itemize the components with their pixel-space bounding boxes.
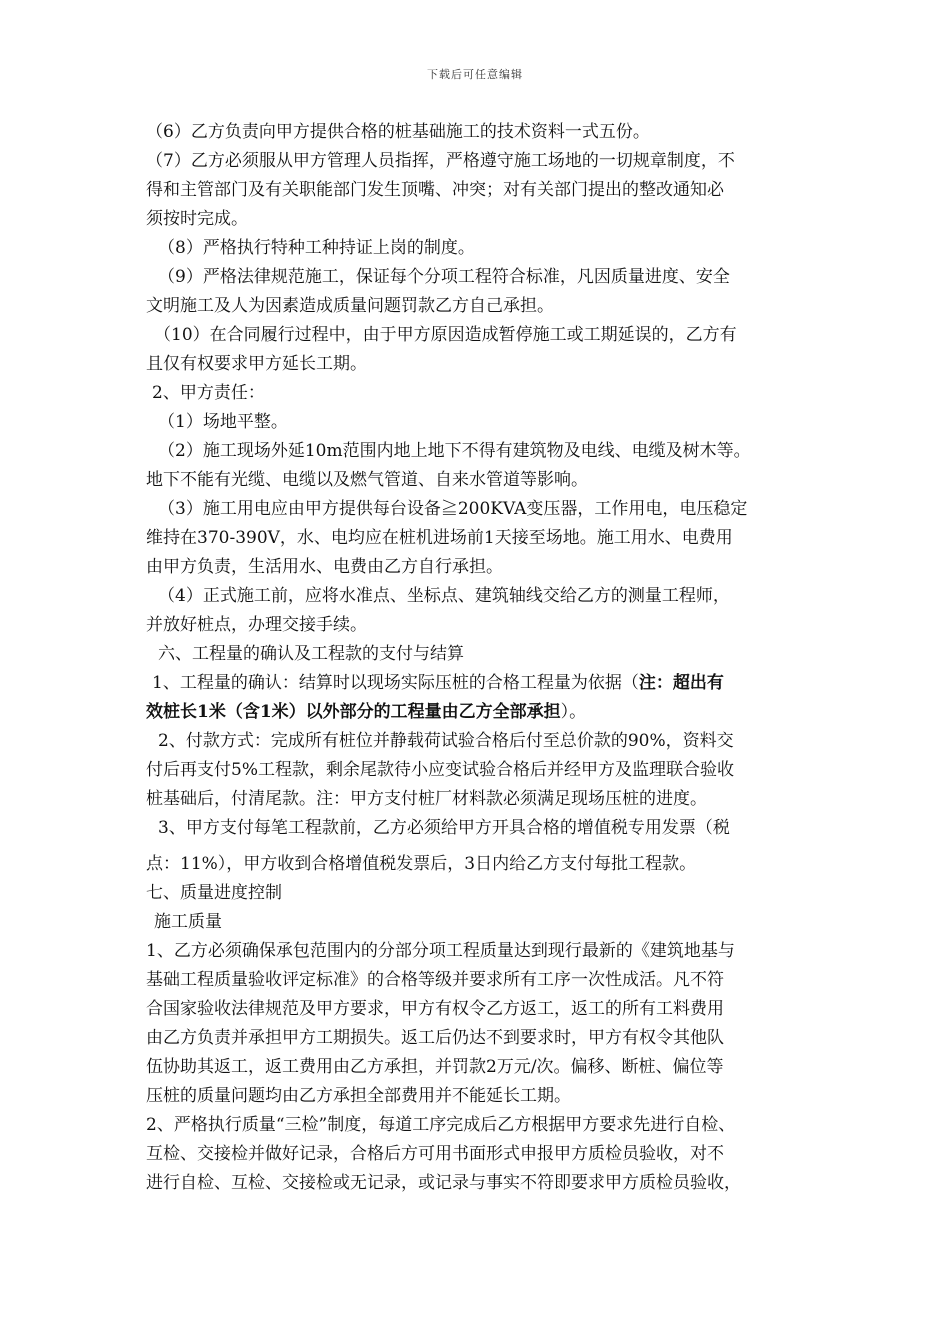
text-line: 互检、交接检并做好记录，合格后方可用书面形式申报甲方质检员验收，对不 xyxy=(146,1144,724,1164)
text-line: 文明施工及人为因素造成质量问题罚款乙方自己承担。 xyxy=(146,296,554,316)
text-line: 付后再支付5%工程款，剩余尾款待小应变试验合格后并经甲方及监理联合验收 xyxy=(146,760,734,780)
text-line: 基础工程质量验收评定标准》的合格等级并要求所有工序一次性成活。凡不符 xyxy=(146,970,724,990)
text-line: 2、付款方式：完成所有桩位并静载荷试验合格后付至总价款的90%，资料交 xyxy=(158,731,734,751)
text-line: 且仅有权要求甲方延长工期。 xyxy=(146,354,367,374)
text-line: （9）严格法律规范施工，保证每个分项工程符合标准，凡因质量进度、安全 xyxy=(158,267,730,287)
text-line: 点：11%），甲方收到合格增值税发票后，3日内给乙方支付每批工程款。 xyxy=(146,854,697,874)
text-line: 并放好桩点，办理交接手续。 xyxy=(146,615,367,635)
text-line: 合国家验收法律规范及甲方要求，甲方有权令乙方返工，返工的所有工料费用 xyxy=(146,999,724,1019)
text-line: 地下不能有光缆、电缆以及燃气管道、自来水管道等影响。 xyxy=(146,470,588,490)
text-line: （2）施工现场外延10m范围内地上地下不得有建筑物及电线、电缆及树木等。 xyxy=(158,441,751,461)
text-line: （8）严格执行特种工种持证上岗的制度。 xyxy=(158,238,475,258)
text-line: 得和主管部门及有关职能部门发生顶嘴、冲突；对有关部门提出的整改通知必 xyxy=(146,180,724,200)
text-line: （3）施工用电应由甲方提供每台设备≧200KVA变压器，工作用电，电压稳定 xyxy=(158,499,748,519)
text-line: 2、甲方责任： xyxy=(152,383,265,403)
text-line: （7）乙方必须服从甲方管理人员指挥，严格遵守施工场地的一切规章制度，不 xyxy=(146,151,735,171)
text-line: 压桩的质量问题均由乙方承担全部费用并不能延长工期。 xyxy=(146,1086,571,1106)
text-line: （6）乙方负责向甲方提供合格的桩基础施工的技术资料一式五份。 xyxy=(146,122,650,142)
text-line: 2、严格执行质量“三检”制度，每道工序完成后乙方根据甲方要求先进行自检、 xyxy=(146,1115,736,1135)
page-header: 下载后可任意编辑 xyxy=(427,68,523,81)
text-line: （1）场地平整。 xyxy=(158,412,288,432)
text-line: 效桩长1米（含1米）以外部分的工程量由乙方全部承担）。 xyxy=(146,702,587,722)
text-line: （10）在合同履行过程中，由于甲方原因造成暂停施工或工期延误的，乙方有 xyxy=(154,325,737,345)
document-body xyxy=(146,118,806,1198)
text-line: 3、甲方支付每笔工程款前，乙方必须给甲方开具合格的增值税专用发票（税 xyxy=(158,818,730,838)
section-heading: 七、质量进度控制 xyxy=(146,883,282,903)
text-line: 须按时完成。 xyxy=(146,209,248,229)
section-heading: 六、工程量的确认及工程款的支付与结算 xyxy=(158,644,464,664)
text-line: 由乙方负责并承担甲方工期损失。返工后仍达不到要求时，甲方有权令其他队 xyxy=(146,1028,724,1048)
text-line: 进行自检、互检、交接检或无记录，或记录与事实不符即要求甲方质检员验收， xyxy=(146,1173,741,1193)
text-line: 桩基础后，付清尾款。注：甲方支付桩厂材料款必须满足现场压桩的进度。 xyxy=(146,789,707,809)
text-line: （4）正式施工前，应将水准点、坐标点、建筑轴线交给乙方的测量工程师， xyxy=(158,586,730,606)
text-line: 1、工程量的确认：结算时以现场实际压桩的合格工程量为依据（注：超出有 xyxy=(152,673,724,693)
text-line: 维持在370-390V，水、电均应在桩机进场前1天接至场地。施工用水、电费用 xyxy=(146,528,733,548)
text-line: 由甲方负责，生活用水、电费由乙方自行承担。 xyxy=(146,557,503,577)
subsection-heading: 施工质量 xyxy=(154,912,222,932)
text-line: 伍协助其返工，返工费用由乙方承担，并罚款2万元/次。偏移、断桩、偏位等 xyxy=(146,1057,724,1077)
text-line: 1、乙方必须确保承包范围内的分部分项工程质量达到现行最新的《建筑地基与 xyxy=(146,941,735,961)
